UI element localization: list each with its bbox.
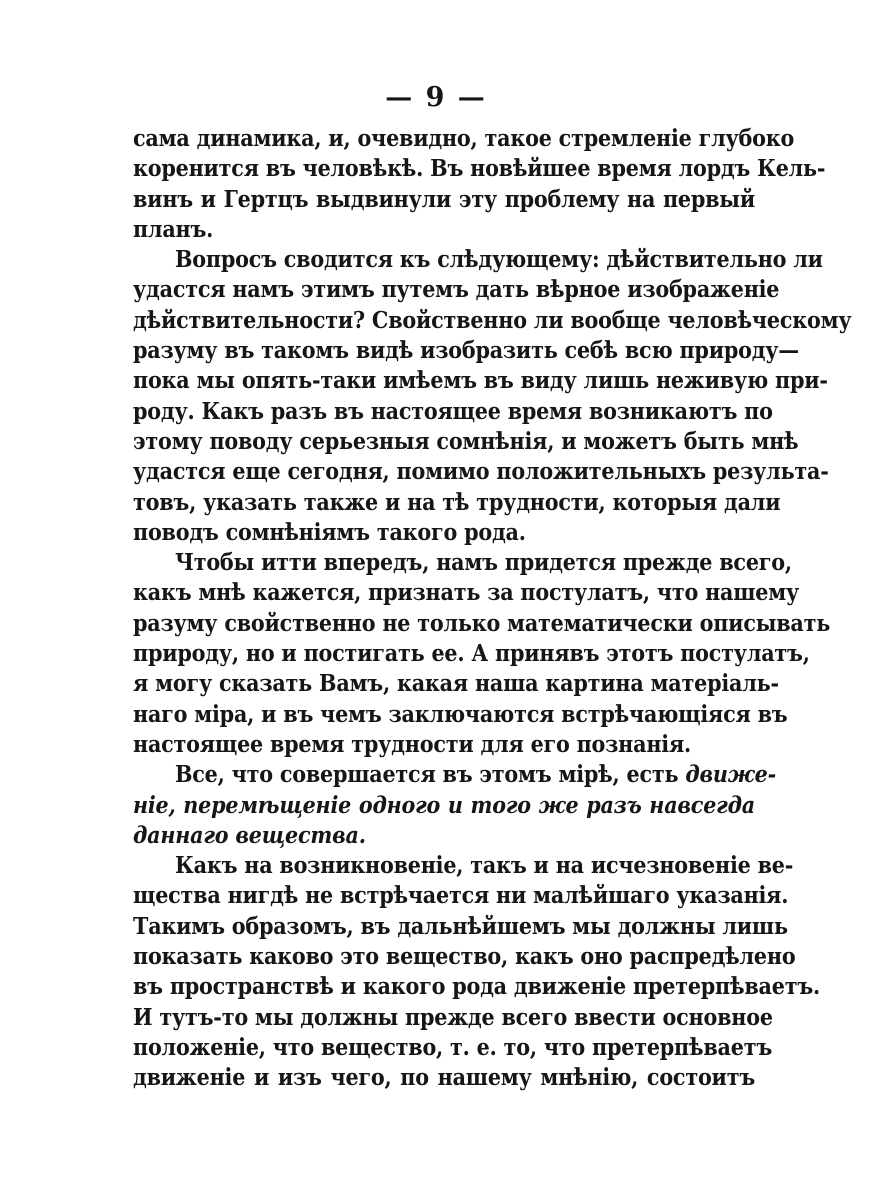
- text-line: какъ мнѣ кажется, признать за постулатъ, что нашему: [133, 579, 800, 607]
- text-line: удастся еще сегодня, помимо положительныхъ результа-: [133, 458, 829, 486]
- plain-fragment: Все, что совершается въ этомъ мірѣ, есть: [175, 761, 686, 789]
- text-line: удастся намъ этимъ путемъ дать вѣрное изображеніе: [133, 276, 780, 304]
- text-line: коренится въ человѣкѣ. Въ новѣйшее время лордъ Кель-: [133, 155, 826, 183]
- text-line: дѣйствительности? Свойственно ли вообще человѣческому: [133, 306, 852, 334]
- text-line: показать каково это вещество, какъ оно распредѣлено: [133, 943, 796, 971]
- text-line: разуму свойственно не только математически описывать: [133, 609, 831, 637]
- text-line: роду. Какъ разъ въ настоящее время возникаютъ по: [133, 397, 773, 425]
- text-line: поводъ сомнѣніямъ такого рода.: [133, 518, 526, 546]
- text-line: щества нигдѣ не встрѣчается ни малѣйшаго указанія.: [133, 882, 789, 910]
- text-line: я могу сказать Вамъ, какая наша картина матеріаль-: [133, 670, 779, 698]
- italic-text-line: ніе, перемѣщеніе одного и того же разъ навсегда: [133, 791, 755, 819]
- text-line: разуму въ такомъ видѣ изобразить себѣ всю природу—: [133, 337, 799, 365]
- text-line: въ пространствѣ и какого рода движеніе претерпѣваетъ.: [133, 973, 820, 1001]
- text-line-mixed: [133, 760, 776, 790]
- text-line: Вопросъ сводится къ слѣдующему: дѣйствительно ли: [175, 246, 823, 274]
- text-line: пока мы опять-таки имѣемъ въ виду лишь неживую при-: [133, 367, 828, 395]
- text-line: товъ, указать также и на тѣ трудности, которыя дали: [133, 488, 781, 516]
- italic-fragment: движе-: [685, 761, 776, 789]
- text-line: Какъ на возникновеніе, такъ и на исчезновеніе ве-: [175, 852, 794, 880]
- body-text: [133, 124, 852, 1094]
- text-line: И тутъ-то мы должны прежде всего ввести основное: [133, 1003, 773, 1031]
- text-line: движеніе и изъ чего, по нашему мнѣнію, состоитъ: [133, 1064, 755, 1092]
- text-line: наго міра, и въ чемъ заключаются встрѣчающіяся въ: [133, 700, 788, 728]
- text-line: этому поводу серьезныя сомнѣнія, и можетъ быть мнѣ: [133, 427, 799, 455]
- text-line: Чтобы итти впередъ, намъ придется прежде всего,: [175, 549, 792, 577]
- text-line: планъ.: [133, 215, 214, 243]
- text-line: положеніе, что вещество, т. е. то, что претерпѣваетъ: [133, 1033, 773, 1061]
- text-line: винъ и Гертцъ выдвинули эту проблему на первый: [133, 185, 755, 213]
- text-line: природу, но и постигать ее. А принявъ этотъ постулатъ,: [133, 640, 810, 668]
- text-line: сама динамика, и, очевидно, такое стремленіе глубоко: [133, 125, 795, 152]
- text-line: настоящее время трудности для его познанія.: [133, 730, 692, 758]
- text-line: Такимъ образомъ, въ дальнѣйшемъ мы должны лишь: [133, 912, 788, 940]
- italic-text-line: даннаго вещества.: [133, 821, 366, 849]
- page-number: — 9 —: [385, 82, 487, 113]
